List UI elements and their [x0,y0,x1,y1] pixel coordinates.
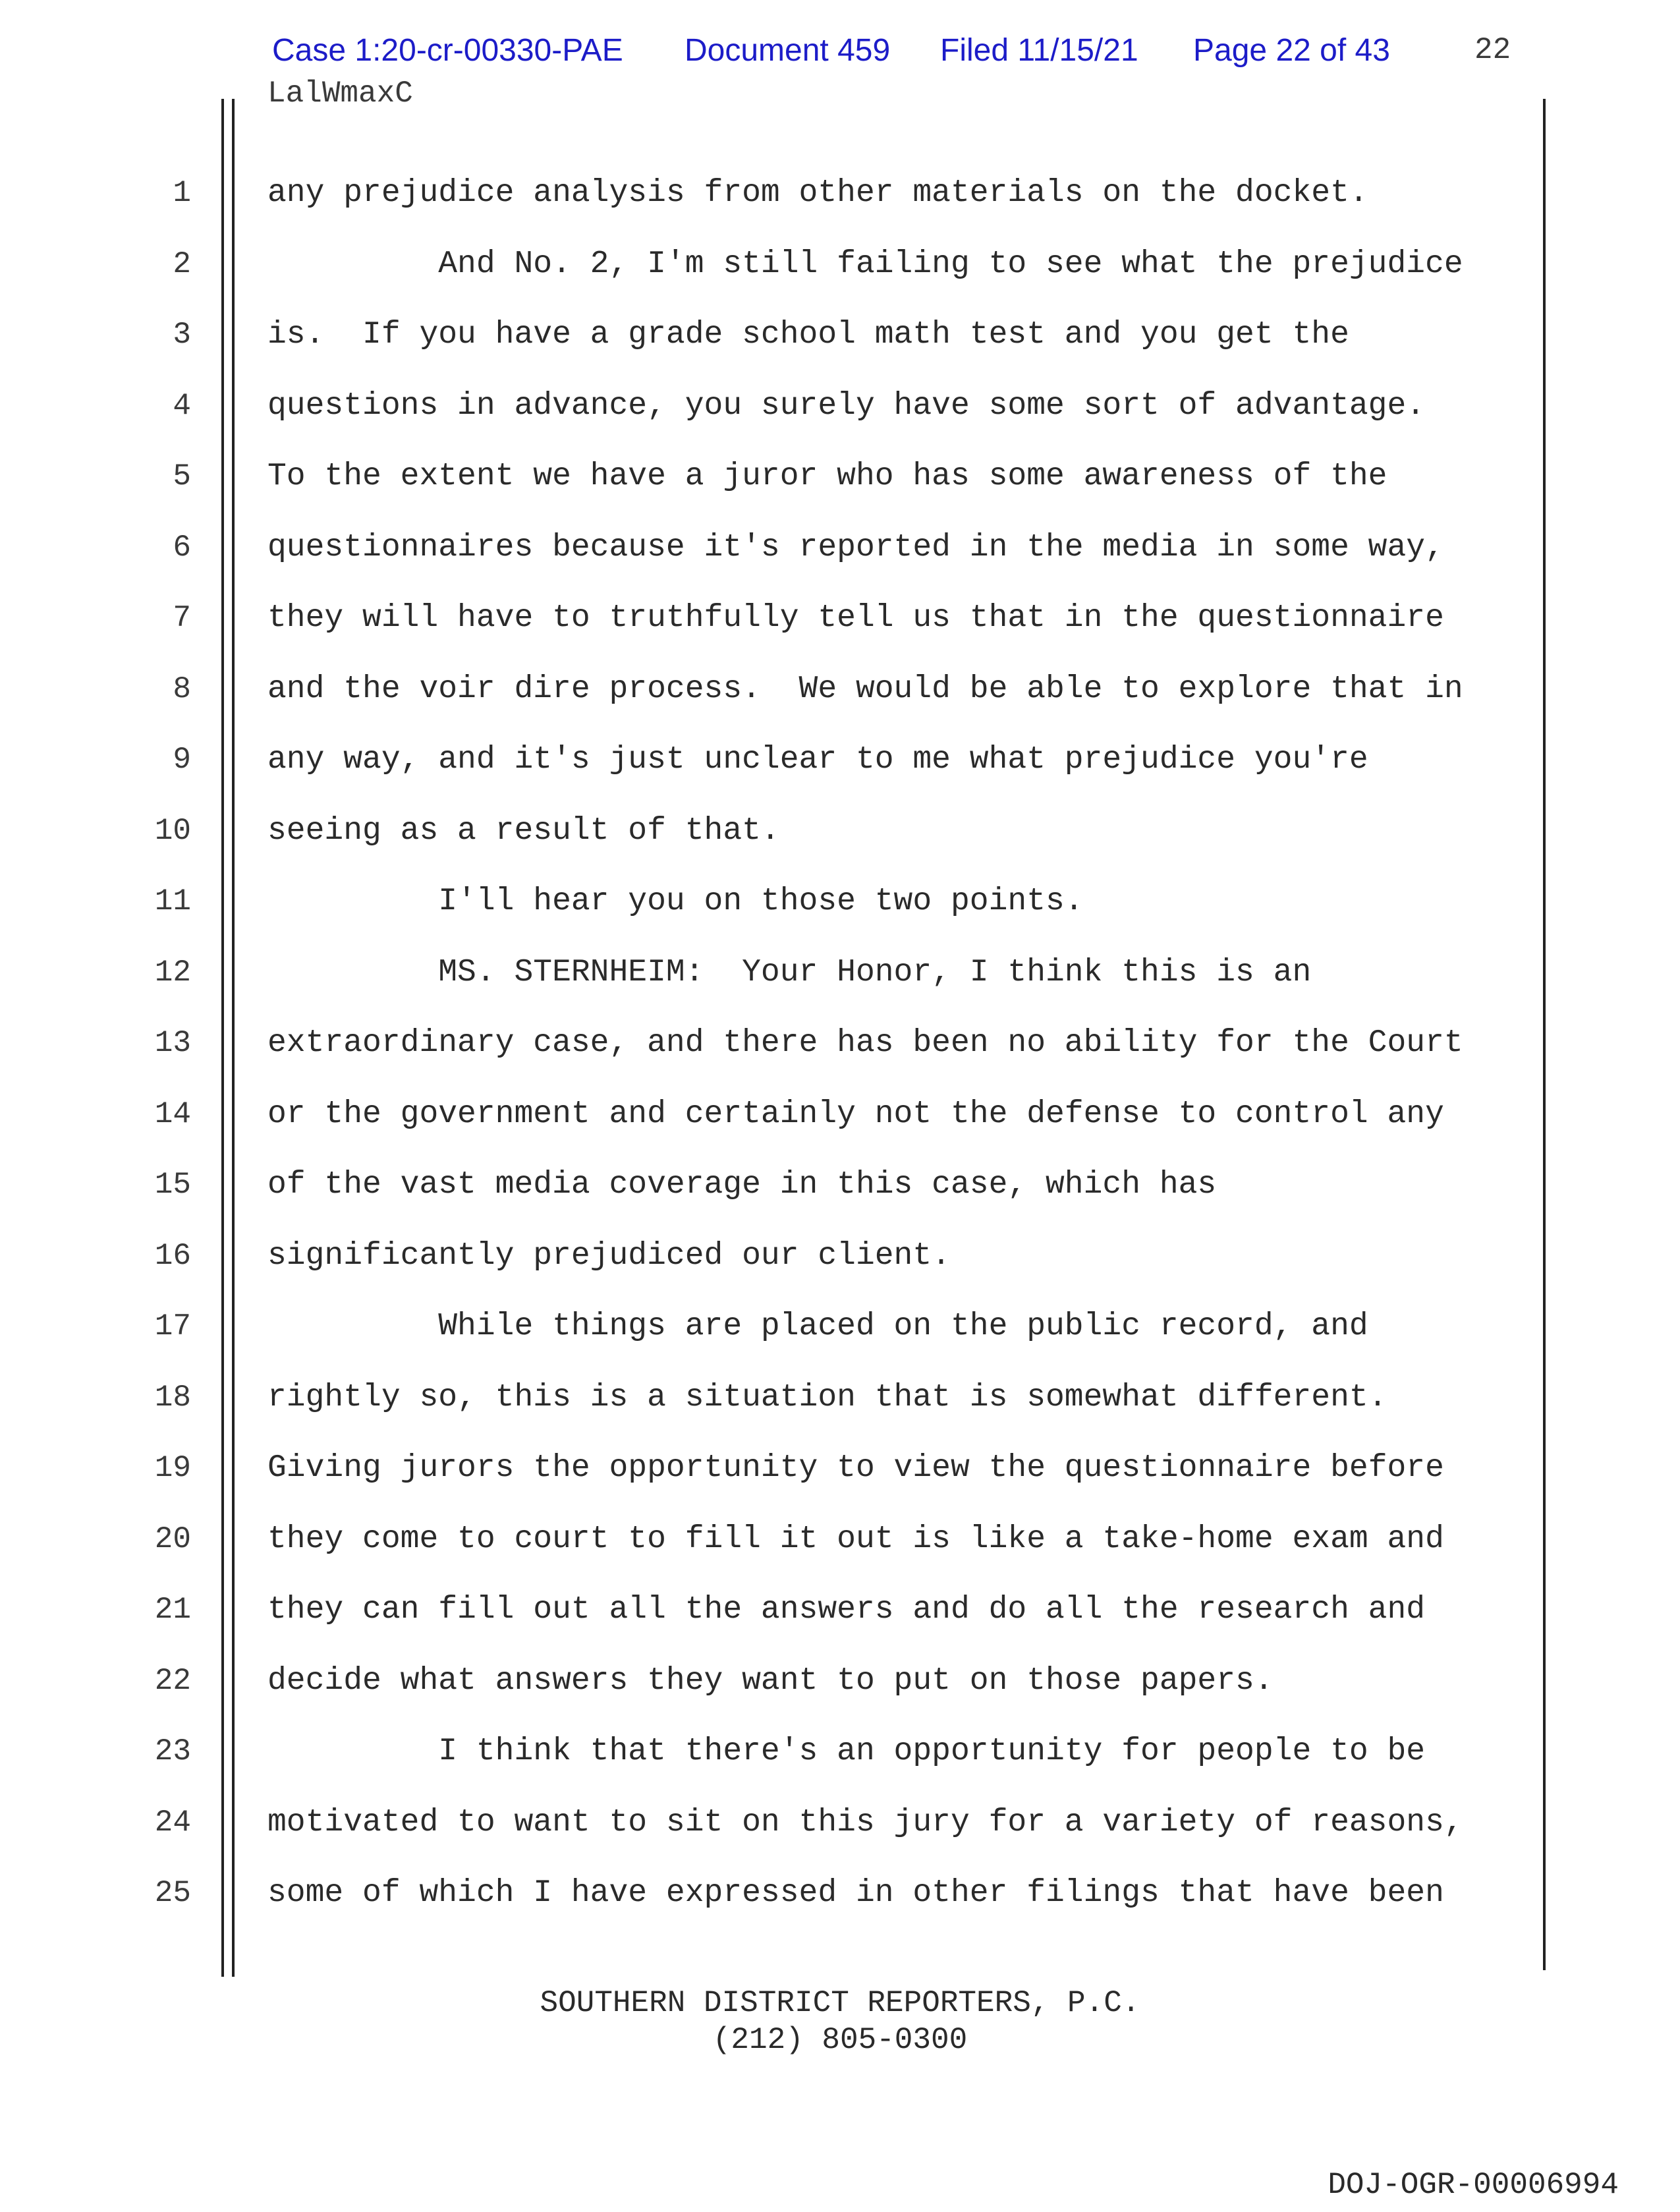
line-number: 13 [154,1026,191,1060]
line-number: 9 [173,743,191,777]
line-number: 18 [154,1380,191,1415]
line-number: 20 [154,1521,191,1556]
right-margin-rule [1543,99,1546,1970]
line-number: 7 [173,601,191,635]
line-number: 22 [154,1663,191,1698]
stamp-page-count: Page 22 of 43 [1193,32,1390,68]
reporter-id: LalWmaxC [267,76,413,111]
left-margin-rule-outer [221,99,224,1977]
line-number: 24 [154,1805,191,1840]
transcript-line: they will have to truthfully tell us that in the questionnaire [267,600,1444,636]
transcript-line: Giving jurors the opportunity to view the questionnaire before [267,1450,1444,1486]
transcript-line: rightly so, this is a situation that is somewhat different. [267,1379,1387,1415]
transcript-line: To the extent we have a juror who has some awareness of the [267,459,1387,494]
transcript-line: seeing as a result of that. [267,812,780,849]
transcript-line: they come to court to fill it out is like a take-home exam and [267,1521,1444,1557]
transcript-line: some of which I have expressed in other filings that have been [267,1875,1444,1911]
stamp-case-number: Case 1:20-cr-00330-PAE [272,32,623,68]
line-number: 17 [154,1309,191,1344]
transcript-line: they can fill out all the answers and do all the research and [267,1592,1426,1628]
transcript-line: and the voir dire process. We would be able to explore that in [267,671,1463,707]
transcript-line: of the vast media coverage in this case, which has [267,1167,1217,1203]
transcript-line: any way, and it's just unclear to me what prejudice you're [267,742,1368,778]
transcript-line: MS. STERNHEIM: Your Honor, I think this is an [267,954,1312,990]
transcript-line: extraordinary case, and there has been no ability for the Court [267,1025,1463,1061]
line-number: 16 [154,1238,191,1273]
line-number: 19 [154,1451,191,1485]
line-number: 5 [173,459,191,494]
transcript-line: significantly prejudiced our client. [267,1237,951,1274]
line-number: 1 [173,176,191,210]
line-number: 2 [173,246,191,281]
transcript-line: questions in advance, you surely have some sort of advantage. [267,387,1426,424]
line-number: 21 [154,1593,191,1627]
line-number: 6 [173,530,191,565]
reporter-footer [0,1985,1680,2058]
line-number: 12 [154,955,191,990]
transcript-line: And No. 2, I'm still failing to see what the prejudice [267,246,1463,282]
transcript-line: decide what answers they want to put on those papers. [267,1662,1274,1699]
line-number: 4 [173,388,191,423]
transcript-line: motivated to want to sit on this jury for a variety of reasons, [267,1804,1463,1840]
line-number: 15 [154,1168,191,1202]
transcript-line: any prejudice analysis from other materials on the docket. [267,175,1368,211]
bates-number: DOJ-OGR-00006994 [1328,2168,1619,2202]
line-number: 3 [173,318,191,352]
transcript-page-number: 22 [1474,33,1511,67]
transcript-line: questionnaires because it's reported in the media in some way, [267,529,1444,565]
line-number: 25 [154,1876,191,1910]
filing-stamp [272,29,1470,71]
footer-company: SOUTHERN DISTRICT REPORTERS, P.C. [540,1986,1140,2020]
transcript-line: I think that there's an opportunity for people to be [267,1734,1426,1769]
left-margin-rule-inner [232,99,235,1977]
line-number: 10 [154,813,191,848]
footer-phone: (212) 805-0300 [712,2023,968,2057]
transcript-line: I'll hear you on those two points. [267,884,1084,919]
line-number-column [0,170,191,1941]
line-number: 23 [154,1734,191,1769]
stamp-document-number: Document 459 [685,32,891,68]
line-number: 11 [154,884,191,919]
line-number: 14 [154,1096,191,1131]
transcript-line: or the government and certainly not the defense to control any [267,1096,1444,1132]
transcript-body [267,170,1532,1941]
stamp-filed-date: Filed 11/15/21 [940,32,1138,68]
line-number: 8 [173,671,191,706]
transcript-line: While things are placed on the public record, and [267,1309,1368,1344]
transcript-line: is. If you have a grade school math test and you get the [267,317,1349,353]
